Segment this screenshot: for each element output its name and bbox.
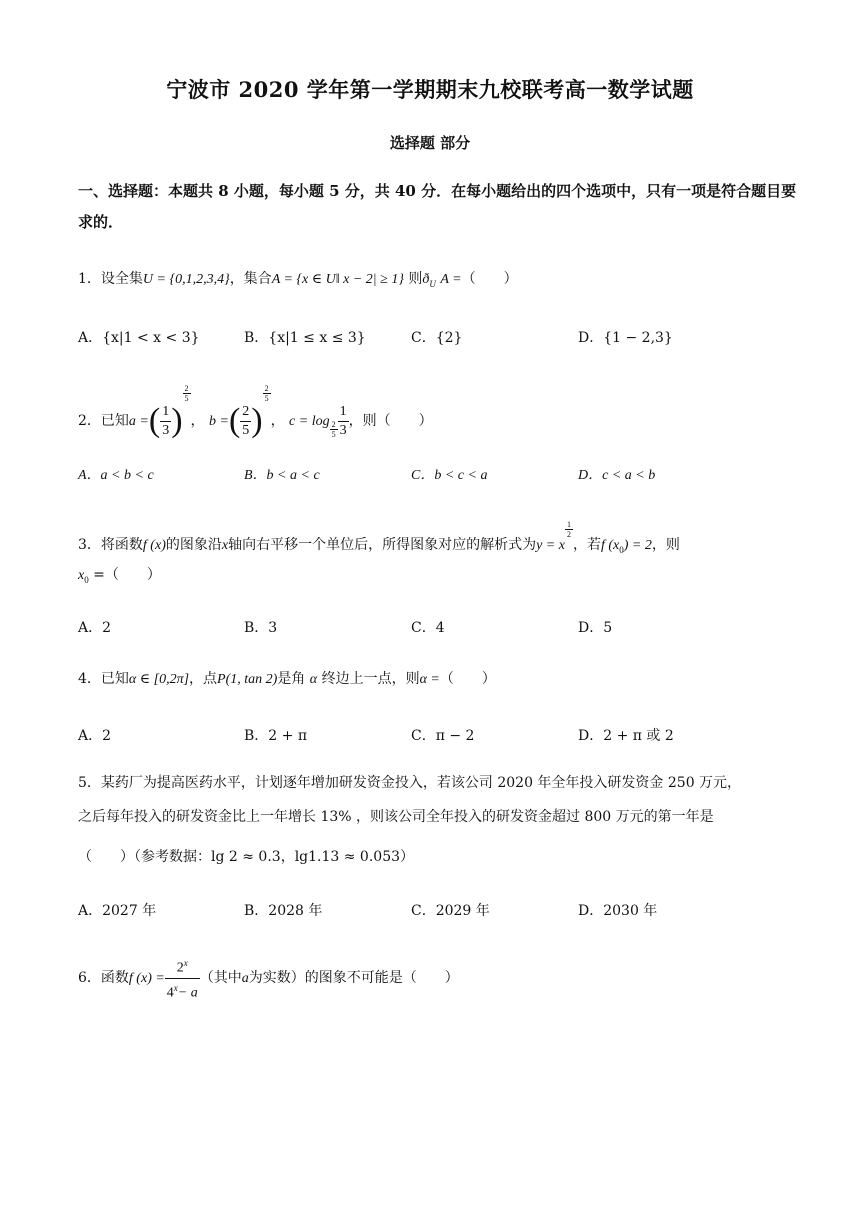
option-d: D．c < a < b (578, 468, 656, 483)
section-subtitle: 选择题 部分 (389, 134, 471, 152)
q2-a-eq: a = (128, 414, 149, 429)
option-a: A．{x|1 < x < 3} (78, 330, 200, 346)
question-3: 3．将函数f (x)的图象沿x轴向右平移一个单位后，所得图象对应的解析式为y = x $\frac{1}{2}$ ，若f $(x_0) = 2$，则 (78, 520, 680, 555)
q2-c-fraction: $\frac{1}{3}$ (339, 403, 347, 438)
q4-label: 4．已知 (78, 671, 129, 687)
q3-x0: x (78, 568, 85, 583)
question-4-options (78, 725, 798, 749)
q4-domain: α ∈ [0,2π] (128, 672, 190, 687)
question-3-line-2: $x_0$ =（ ） (78, 567, 161, 585)
q1-text-then: 则 (408, 271, 423, 287)
q2-label: 2．已知 (78, 413, 129, 429)
q1-complement-symbol: ð (422, 272, 430, 287)
question-3-options (78, 617, 798, 641)
q1-complement-sub: U (429, 278, 436, 289)
q2-b-fraction: $\frac{2}{5}$ (242, 403, 250, 438)
option-c: C．b < c < a (411, 468, 488, 483)
q1-blank: （ ） (461, 271, 518, 287)
question-2-options (78, 464, 798, 488)
option-d: D．{1 − 2,3} (578, 330, 673, 346)
option-c: C．4 (411, 620, 445, 636)
option-c: C．2029 年 (411, 903, 490, 919)
q4-point: P(1, tan 2) (217, 672, 278, 687)
option-a: A．2 (78, 620, 112, 636)
page-title: 宁波市 2020 学年第一学期期末九校联考高一数学试题 (166, 77, 694, 102)
question-4: 4．已知α ∈ [0,2π]，点P(1, tan 2)是角 α 终边上一点，则α =（ ） (78, 671, 496, 687)
q2-a-fraction: $\frac{1}{3}$ (162, 403, 170, 438)
q3-blank: =（ ） (93, 567, 161, 583)
q1-expression: A = (440, 272, 462, 287)
q1-universal-set: U = {0,1,2,3,4} (142, 272, 230, 287)
option-b: B．2028 年 (244, 903, 323, 919)
q3-condition: f (x (600, 538, 620, 553)
option-a: A．2 (78, 728, 112, 744)
q2-blank: ，则（ ） (348, 413, 433, 429)
question-5-options (78, 900, 798, 924)
q1-set-a: A = {x ∈ U‖ x − 2| ≥ 1} (271, 272, 404, 287)
option-b: B．b < a < c (244, 468, 320, 483)
q6-function: f (x) = (128, 971, 165, 986)
option-b: B．{x|1 ≤ x ≤ 3} (244, 330, 366, 346)
q2-c-eq: c = log (289, 414, 330, 429)
q1-text: ，集合 (229, 271, 272, 287)
option-a: A．2027 年 (78, 903, 157, 919)
q1-label: 1．设全集 (78, 271, 143, 287)
q3-label: 3．将函数 (78, 537, 143, 553)
option-b: B．3 (244, 620, 278, 636)
option-c: C．{2} (411, 330, 463, 346)
q3-expression: y = x (536, 538, 565, 553)
q6-label: 6．函数 (78, 970, 129, 986)
q3-function: f (x) (142, 538, 166, 553)
question-1-options (78, 327, 798, 351)
q6-fraction: $\frac{2^x}{4^x- a}$ (165, 954, 200, 1002)
section-heading: 一、选择题：本题共 8 小题，每小题 5 分，共 40 分．在每小题给出的四个选项中，只有一项是符合题目要求的． (78, 182, 797, 231)
question-5-line-2: 之后每年投入的研发资金比上一年增长 13% ，则该公司全年投入的研发资金超过 800 万元的第一年是 (78, 809, 714, 825)
q6-blank: 为实数）的图象不可能是（ ） (248, 970, 459, 986)
option-a: A．a < b < c (78, 468, 154, 483)
option-d: D．5 (578, 620, 613, 636)
question-1 (78, 268, 798, 295)
q2-b-exponent: $\frac{2}{5}$ (264, 384, 269, 403)
q2-log-base: $\frac{2}{5}$ (331, 420, 336, 439)
option-d: D．2030 年 (578, 903, 658, 919)
question-5: 5．某药厂为提高医药水平，计划逐年增加研发资金投入，若该公司 2020 年全年投入研发资金 250 万元， (78, 775, 742, 791)
option-d: D．2 + π 或 2 (578, 728, 674, 744)
option-c: C．π − 2 (411, 728, 475, 744)
option-b: B．2 + π (244, 728, 308, 744)
question-6: 6．函数f (x) = $\frac{2^x}{4^x- a}$ （其中a为实数）的图象不可能是（ ） (78, 950, 798, 1006)
q3-exponent: $\frac{1}{2}$ (566, 520, 571, 539)
q2-b-eq: b = (208, 414, 229, 429)
question-5-line-3: （ ）（参考数据：lg 2 ≈ 0.3，lg1.13 ≈ 0.053） (78, 849, 415, 865)
q4-blank: （ ） (439, 671, 496, 687)
q2-a-exponent: $\frac{2}{5}$ (184, 384, 189, 403)
question-2: 2．已知a =( $\frac{1}{3}$ ) $\frac{2}{5}$ ， b =( $\frac{2}{5}$ ) $\frac{2}{5}$ ， c = log $\frac{2}{5}$ $\frac{1}{3}$ ，则（ ） (78, 384, 433, 439)
